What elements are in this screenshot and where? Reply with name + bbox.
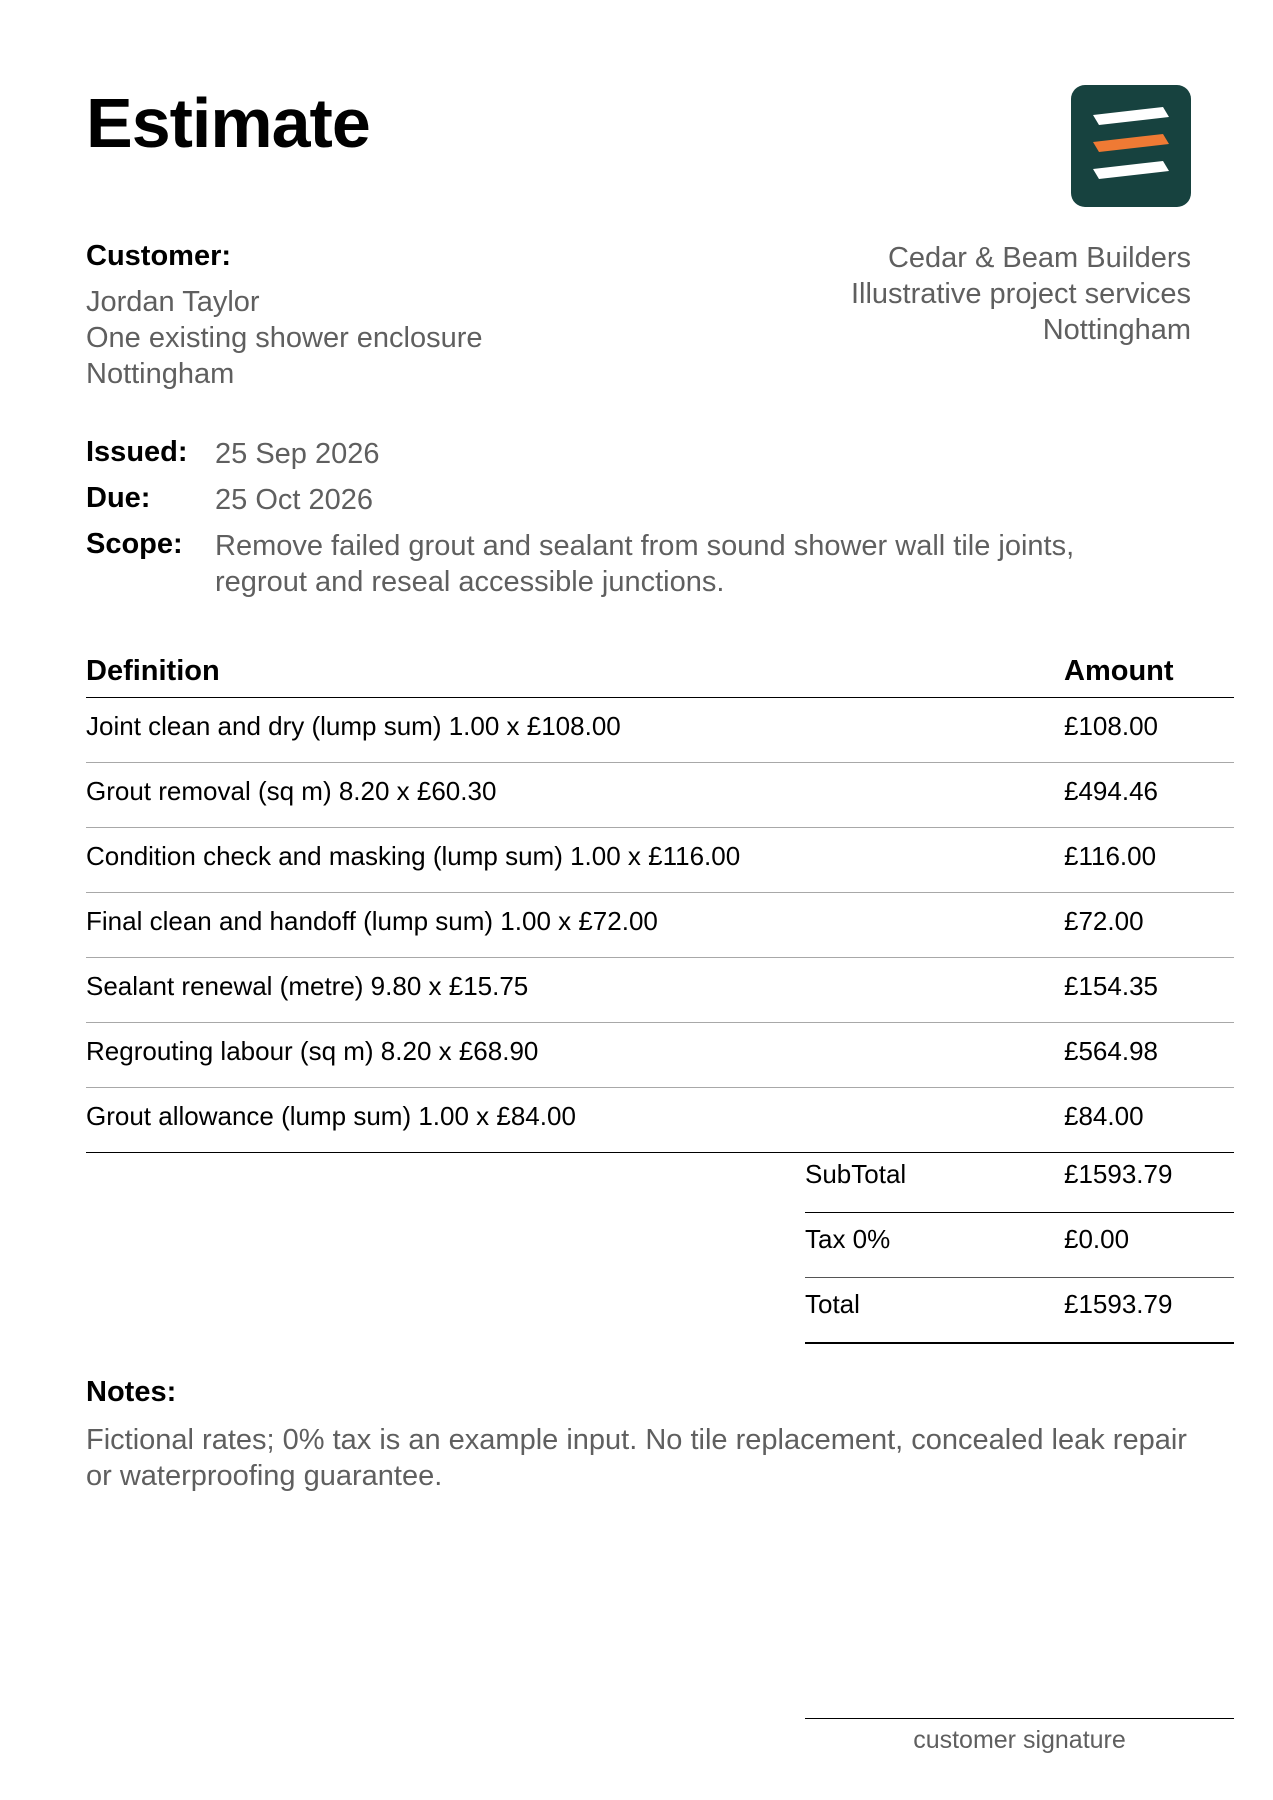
customer-label: Customer: xyxy=(86,240,232,272)
table-row xyxy=(86,828,1234,893)
subtotal-value: £1593.79 xyxy=(1064,1159,1173,1189)
signature-label: customer signature xyxy=(913,1726,1126,1754)
company-details xyxy=(851,240,1191,348)
tax-label: Tax 0% xyxy=(805,1224,891,1254)
item-definition: Final clean and handoff (lump sum) 1.00 x £72.00 xyxy=(86,906,658,936)
notes-text: Fictional rates; 0% tax is an example input. No tile replacement, concealed leak repair or waterproofing guarantee. xyxy=(86,1424,1187,1492)
scope-text xyxy=(215,528,1074,600)
item-amount: £84.00 xyxy=(1064,1101,1144,1131)
total-row xyxy=(805,1278,1234,1344)
notes-label: Notes: xyxy=(86,1376,177,1408)
company-name: Cedar & Beam Builders xyxy=(887,242,1191,274)
item-amount: £116.00 xyxy=(1064,841,1157,871)
line-items xyxy=(86,698,1234,1153)
item-amount: £154.35 xyxy=(1064,971,1158,1001)
scope-label: Scope: xyxy=(86,528,183,560)
item-amount: £494.46 xyxy=(1064,776,1158,806)
customer-details xyxy=(86,284,483,392)
item-definition: Sealant renewal (metre) 9.80 x £15.75 xyxy=(86,971,529,1001)
subtotal-row xyxy=(805,1148,1234,1213)
company-city: Nottingham xyxy=(1042,314,1191,346)
item-amount: £564.98 xyxy=(1064,1036,1158,1066)
scope-line-2: regrout and reseal accessible junctions. xyxy=(215,566,725,598)
table-row xyxy=(86,763,1234,828)
amount-header: Amount xyxy=(1064,655,1174,687)
table-header xyxy=(86,655,1234,698)
table-row xyxy=(86,893,1234,958)
due-date: 25 Oct 2026 xyxy=(215,484,373,516)
item-definition: Joint clean and dry (lump sum) 1.00 x £108.00 xyxy=(86,711,621,741)
total-value: £1593.79 xyxy=(1064,1289,1173,1319)
item-definition: Regrouting labour (sq m) 8.20 x £68.90 xyxy=(86,1036,539,1066)
item-amount: £108.00 xyxy=(1064,711,1158,741)
signature-line xyxy=(805,1718,1234,1719)
scope-line-1: Remove failed grout and sealant from sound shower wall tile joints, xyxy=(215,530,1075,562)
customer-property: One existing shower enclosure xyxy=(86,322,483,354)
total-label: Total xyxy=(805,1289,860,1319)
company-logo xyxy=(1071,85,1191,207)
table-row xyxy=(86,958,1234,1023)
item-definition: Condition check and masking (lump sum) 1.00 x £116.00 xyxy=(86,841,741,871)
item-definition: Grout allowance (lump sum) 1.00 x £84.00 xyxy=(86,1101,576,1131)
issued-label: Issued: xyxy=(86,436,188,468)
totals-block xyxy=(805,1148,1234,1344)
table-row xyxy=(86,698,1234,763)
customer-city: Nottingham xyxy=(86,358,235,390)
definition-header: Definition xyxy=(86,655,220,687)
item-definition: Grout removal (sq m) 8.20 x £60.30 xyxy=(86,776,497,806)
tax-row xyxy=(805,1213,1234,1278)
page-title: Estimate xyxy=(86,84,370,162)
stacked-planks-logo-icon xyxy=(1071,85,1191,207)
issued-date: 25 Sep 2026 xyxy=(215,438,380,470)
table-row xyxy=(86,1088,1234,1153)
subtotal-label: SubTotal xyxy=(805,1159,907,1189)
item-amount: £72.00 xyxy=(1064,906,1144,936)
customer-name: Jordan Taylor xyxy=(86,286,260,318)
company-tagline: Illustrative project services xyxy=(850,278,1191,310)
tax-value: £0.00 xyxy=(1064,1224,1130,1254)
due-label: Due: xyxy=(86,482,151,514)
table-row xyxy=(86,1023,1234,1088)
